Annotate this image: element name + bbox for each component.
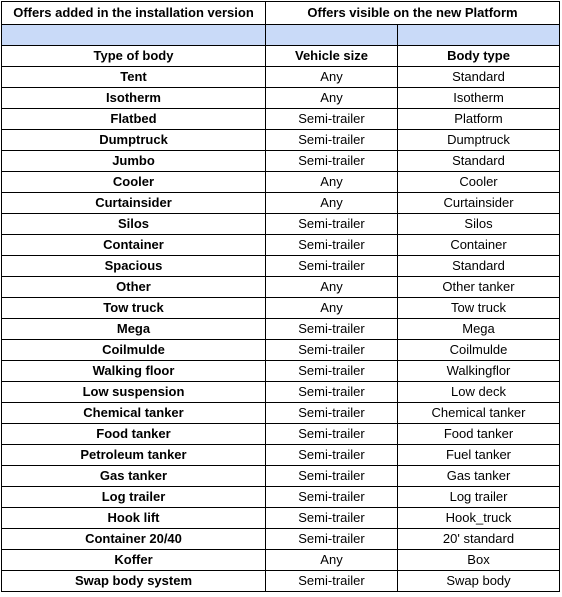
highlight-row (2, 25, 560, 46)
table-row (2, 382, 560, 403)
body-type-cell: Dumptruck (398, 130, 560, 151)
type-of-body-cell: Jumbo (2, 151, 266, 172)
body-type-cell: Chemical tanker (398, 403, 560, 424)
type-of-body-cell: Petroleum tanker (2, 445, 266, 466)
top-header-row (2, 2, 560, 25)
table-row (2, 361, 560, 382)
vehicle-size-cell: Any (266, 277, 398, 298)
type-of-body-cell: Log trailer (2, 487, 266, 508)
vehicle-size-cell: Any (266, 193, 398, 214)
table-row (2, 529, 560, 550)
body-type-cell: Other tanker (398, 277, 560, 298)
type-of-body-cell: Spacious (2, 256, 266, 277)
column-header-body-type: Body type (398, 46, 560, 67)
body-type-cell: Container (398, 235, 560, 256)
body-type-cell: Curtainsider (398, 193, 560, 214)
type-of-body-cell: Flatbed (2, 109, 266, 130)
table-row (2, 508, 560, 529)
vehicle-size-cell: Semi-trailer (266, 487, 398, 508)
table-row (2, 109, 560, 130)
type-of-body-cell: Mega (2, 319, 266, 340)
new-platform-header: Offers visible on the new Platform (266, 2, 560, 25)
body-type-cell: Isotherm (398, 88, 560, 109)
vehicle-size-cell: Semi-trailer (266, 508, 398, 529)
vehicle-size-cell: Any (266, 172, 398, 193)
vehicle-size-cell: Semi-trailer (266, 130, 398, 151)
body-type-cell: Swap body (398, 571, 560, 592)
type-of-body-cell: Gas tanker (2, 466, 266, 487)
table-row (2, 214, 560, 235)
body-type-cell: Cooler (398, 172, 560, 193)
vehicle-size-cell: Semi-trailer (266, 340, 398, 361)
table-row (2, 172, 560, 193)
body-type-cell: Hook_truck (398, 508, 560, 529)
vehicle-size-cell: Semi-trailer (266, 214, 398, 235)
table-row (2, 256, 560, 277)
body-type-cell: Coilmulde (398, 340, 560, 361)
table-row (2, 340, 560, 361)
highlight-cell (266, 25, 398, 46)
body-type-cell: Food tanker (398, 424, 560, 445)
vehicle-size-cell: Semi-trailer (266, 445, 398, 466)
table-row (2, 466, 560, 487)
body-type-cell: Box (398, 550, 560, 571)
vehicle-size-cell: Any (266, 550, 398, 571)
type-of-body-cell: Curtainsider (2, 193, 266, 214)
type-of-body-cell: Silos (2, 214, 266, 235)
vehicle-size-cell: Semi-trailer (266, 361, 398, 382)
vehicle-size-cell: Semi-trailer (266, 109, 398, 130)
type-of-body-cell: Walking floor (2, 361, 266, 382)
body-type-cell: Mega (398, 319, 560, 340)
table-row (2, 193, 560, 214)
body-type-cell: Low deck (398, 382, 560, 403)
vehicle-size-cell: Semi-trailer (266, 256, 398, 277)
table-row (2, 550, 560, 571)
table-row (2, 424, 560, 445)
table-row (2, 445, 560, 466)
table-row (2, 277, 560, 298)
highlight-cell (398, 25, 560, 46)
body-type-cell: Platform (398, 109, 560, 130)
type-of-body-cell: Container 20/40 (2, 529, 266, 550)
highlight-cell (2, 25, 266, 46)
table-row (2, 319, 560, 340)
type-of-body-cell: Coilmulde (2, 340, 266, 361)
vehicle-size-cell: Semi-trailer (266, 571, 398, 592)
type-of-body-cell: Tent (2, 67, 266, 88)
type-of-body-cell: Low suspension (2, 382, 266, 403)
type-of-body-cell: Koffer (2, 550, 266, 571)
column-header-row (2, 46, 560, 67)
vehicle-size-cell: Semi-trailer (266, 529, 398, 550)
table-row (2, 67, 560, 88)
body-type-cell: Log trailer (398, 487, 560, 508)
body-type-cell: Silos (398, 214, 560, 235)
type-of-body-cell: Swap body system (2, 571, 266, 592)
type-of-body-cell: Chemical tanker (2, 403, 266, 424)
table-row (2, 235, 560, 256)
body-type-cell: Gas tanker (398, 466, 560, 487)
type-of-body-cell: Cooler (2, 172, 266, 193)
installation-version-header: Offers added in the installation version (2, 2, 266, 25)
column-header-vehicle-size: Vehicle size (266, 46, 398, 67)
body-type-cell: Standard (398, 67, 560, 88)
vehicle-size-cell: Semi-trailer (266, 235, 398, 256)
body-type-cell: Walkingflor (398, 361, 560, 382)
body-type-mapping-table (1, 1, 560, 592)
vehicle-size-cell: Any (266, 67, 398, 88)
body-type-cell: Standard (398, 256, 560, 277)
body-type-cell: Fuel tanker (398, 445, 560, 466)
vehicle-size-cell: Any (266, 298, 398, 319)
vehicle-size-cell: Semi-trailer (266, 466, 398, 487)
table-row (2, 88, 560, 109)
vehicle-size-cell: Semi-trailer (266, 403, 398, 424)
body-type-cell: Tow truck (398, 298, 560, 319)
body-type-cell: 20' standard (398, 529, 560, 550)
table-row (2, 571, 560, 592)
vehicle-size-cell: Semi-trailer (266, 319, 398, 340)
table-body (2, 2, 560, 592)
type-of-body-cell: Dumptruck (2, 130, 266, 151)
column-header-type-of-body: Type of body (2, 46, 266, 67)
table-row (2, 151, 560, 172)
vehicle-size-cell: Semi-trailer (266, 151, 398, 172)
type-of-body-cell: Container (2, 235, 266, 256)
table-row (2, 487, 560, 508)
type-of-body-cell: Isotherm (2, 88, 266, 109)
type-of-body-cell: Food tanker (2, 424, 266, 445)
type-of-body-cell: Tow truck (2, 298, 266, 319)
vehicle-size-cell: Any (266, 88, 398, 109)
body-type-cell: Standard (398, 151, 560, 172)
type-of-body-cell: Hook lift (2, 508, 266, 529)
table-row (2, 403, 560, 424)
table-row (2, 130, 560, 151)
type-of-body-cell: Other (2, 277, 266, 298)
vehicle-size-cell: Semi-trailer (266, 424, 398, 445)
vehicle-size-cell: Semi-trailer (266, 382, 398, 403)
table-row (2, 298, 560, 319)
